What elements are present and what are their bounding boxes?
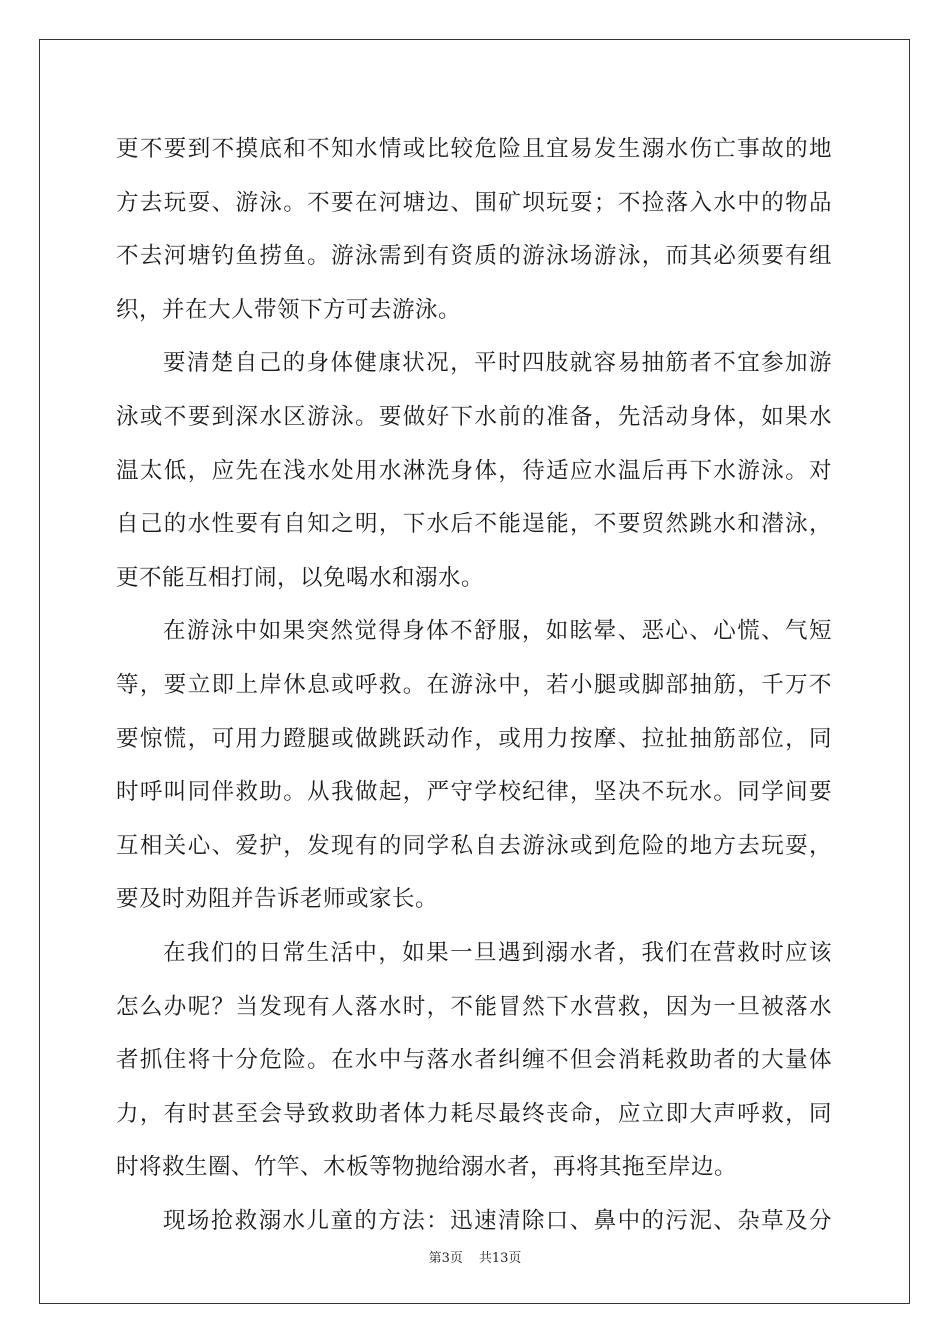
page-footer — [0, 1247, 950, 1266]
text-line: 怎么办呢？当发现有人落水时，不能冒然下水营救，因为一旦被落水 — [116, 993, 832, 1020]
text-line: 要清楚自己的身体健康状况，平时四肢就容易抽筋者不宜参加游 — [163, 350, 832, 377]
text-line: 自己的水性要有自知之明，下水后不能逞能，不要贸然跳水和潜泳， — [116, 511, 832, 538]
text-line: 时呼叫同伴救助。从我做起，严守学校纪律，坚决不玩水。同学间要 — [116, 779, 832, 806]
document-body — [116, 123, 832, 1248]
text-line: 温太低，应先在浅水处用水淋洗身体，待适应水温后再下水游泳。对 — [116, 457, 832, 484]
text-line: 现场抢救溺水儿童的方法：迅速清除口、鼻中的污泥、杂草及分 — [163, 1207, 832, 1234]
text-line: 在游泳中如果突然觉得身体不舒服，如眩晕、恶心、心慌、气短 — [163, 618, 832, 645]
text-line: 要及时劝阻并告诉老师或家长。 — [116, 886, 439, 913]
text-line: 更不能互相打闹，以免喝水和溺水。 — [116, 564, 485, 591]
text-line: 在我们的日常生活中，如果一旦遇到溺水者，我们在营救时应该 — [163, 939, 832, 966]
text-line: 等，要立即上岸休息或呼救。在游泳中，若小腿或脚部抽筋，千万不 — [116, 671, 832, 698]
total-pages: 共13页 — [478, 1251, 522, 1266]
text-line: 泳或不要到深水区游泳。要做好下水前的准备，先活动身体，如果水 — [116, 403, 832, 430]
text-line: 织，并在大人带领下方可去游泳。 — [116, 296, 462, 323]
text-line: 不去河塘钓鱼捞鱼。游泳需到有资质的游泳场游泳，而其必须要有组 — [116, 243, 832, 270]
text-line: 要惊慌，可用力蹬腿或做跳跃动作，或用力按摩、拉扯抽筋部位，同 — [116, 725, 832, 752]
text-line: 互相关心、爱护，发现有的同学私自去游泳或到危险的地方去玩耍， — [116, 832, 832, 859]
text-line: 方去玩耍、游泳。不要在河塘边、围矿坝玩耍；不捡落入水中的物品 — [116, 189, 832, 216]
text-line: 更不要到不摸底和不知水情或比较危险且宜易发生溺水伤亡事故的地 — [116, 136, 832, 162]
text-line: 者抓住将十分危险。在水中与落水者纠缠不但会消耗救助者的大量体 — [116, 1047, 832, 1074]
text-line: 时将救生圈、竹竿、木板等物抛给溺水者，再将其拖至岸边。 — [116, 1154, 738, 1181]
page-number: 第3页 — [428, 1251, 463, 1266]
text-line: 力，有时甚至会导致救助者体力耗尽最终丧命，应立即大声呼救，同 — [116, 1100, 832, 1127]
